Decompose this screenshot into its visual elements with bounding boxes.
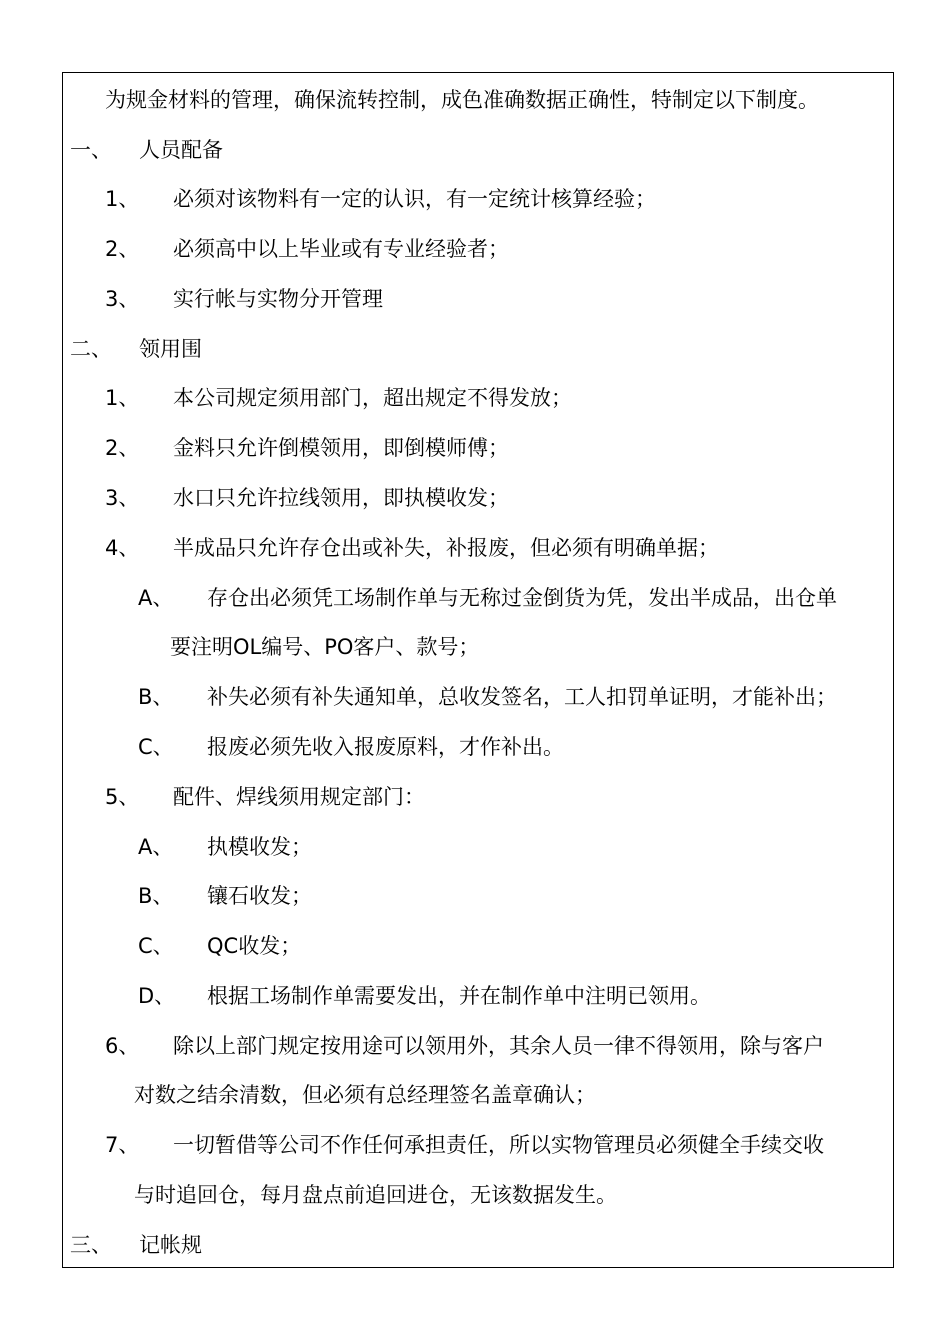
subitem-marker: D、 xyxy=(138,984,176,1008)
section-title: 记帐规 xyxy=(139,1233,202,1257)
subitem-marker: A、 xyxy=(138,835,174,859)
item-marker: 2、 xyxy=(105,436,140,460)
item-marker: 3、 xyxy=(105,287,140,311)
section-marker: 三、 xyxy=(70,1233,112,1257)
subitem-text: 根据工场制作单需要发出，并在制作单中注明已领用。 xyxy=(207,984,711,1008)
item-text: 一切暂借等公司不作任何承担责任，所以实物管理员必须健全手续交收 xyxy=(173,1133,824,1157)
item-marker: 3、 xyxy=(105,486,140,510)
subitem-text: 补失必须有补失通知单，总收发签名，工人扣罚单证明，才能补出； xyxy=(207,685,837,709)
item-text: 必须高中以上毕业或有专业经验者； xyxy=(173,237,509,261)
subitem-text: 执模收发； xyxy=(207,835,312,859)
subitem-marker: C、 xyxy=(138,735,174,759)
subitem-marker: B、 xyxy=(138,884,174,908)
item-text: 必须对该物料有一定的认识，有一定统计核算经验； xyxy=(173,187,656,211)
subitem-text: 存仓出必须凭工场制作单与无称过金倒货为凭，发出半成品，出仓单 xyxy=(207,586,837,610)
item-text: 配件、焊线须用规定部门： xyxy=(173,785,425,809)
item-marker: 1、 xyxy=(105,386,140,410)
subitem-continuation: 要注明OL编号、PO客户、款号； xyxy=(170,635,480,659)
item-marker: 2、 xyxy=(105,237,140,261)
item-text: 水口只允许拉线领用，即执模收发； xyxy=(173,486,509,510)
section-marker: 一、 xyxy=(70,138,112,162)
item-marker: 6、 xyxy=(105,1034,140,1058)
subitem-text: 报废必须先收入报废原料，才作补出。 xyxy=(207,735,564,759)
intro-paragraph: 为规金材料的管理，确保流转控制，成色准确数据正确性，特制定以下制度。 xyxy=(105,88,819,112)
item-text: 本公司规定须用部门，超出规定不得发放； xyxy=(173,386,572,410)
item-text: 除以上部门规定按用途可以领用外，其余人员一律不得领用，除与客户 xyxy=(173,1034,824,1058)
item-text: 金料只允许倒模领用，即倒模师傅； xyxy=(173,436,509,460)
item-marker: 7、 xyxy=(105,1133,140,1157)
item-continuation: 与时追回仓，每月盘点前追回进仓，无该数据发生。 xyxy=(134,1183,617,1207)
section-title: 人员配备 xyxy=(139,138,223,162)
item-text: 半成品只允许存仓出或补失，补报废，但必须有明确单据； xyxy=(173,536,719,560)
item-continuation: 对数之结余清数，但必须有总经理签名盖章确认； xyxy=(134,1083,596,1107)
subitem-marker: C、 xyxy=(138,934,174,958)
section-marker: 二、 xyxy=(70,337,112,361)
item-marker: 5、 xyxy=(105,785,140,809)
item-text: 实行帐与实物分开管理 xyxy=(173,287,383,311)
item-marker: 4、 xyxy=(105,536,140,560)
subitem-text: QC收发； xyxy=(207,934,302,958)
item-marker: 1、 xyxy=(105,187,140,211)
section-title: 领用围 xyxy=(139,337,202,361)
subitem-marker: B、 xyxy=(138,685,174,709)
subitem-text: 镶石收发； xyxy=(207,884,312,908)
subitem-marker: A、 xyxy=(138,586,174,610)
